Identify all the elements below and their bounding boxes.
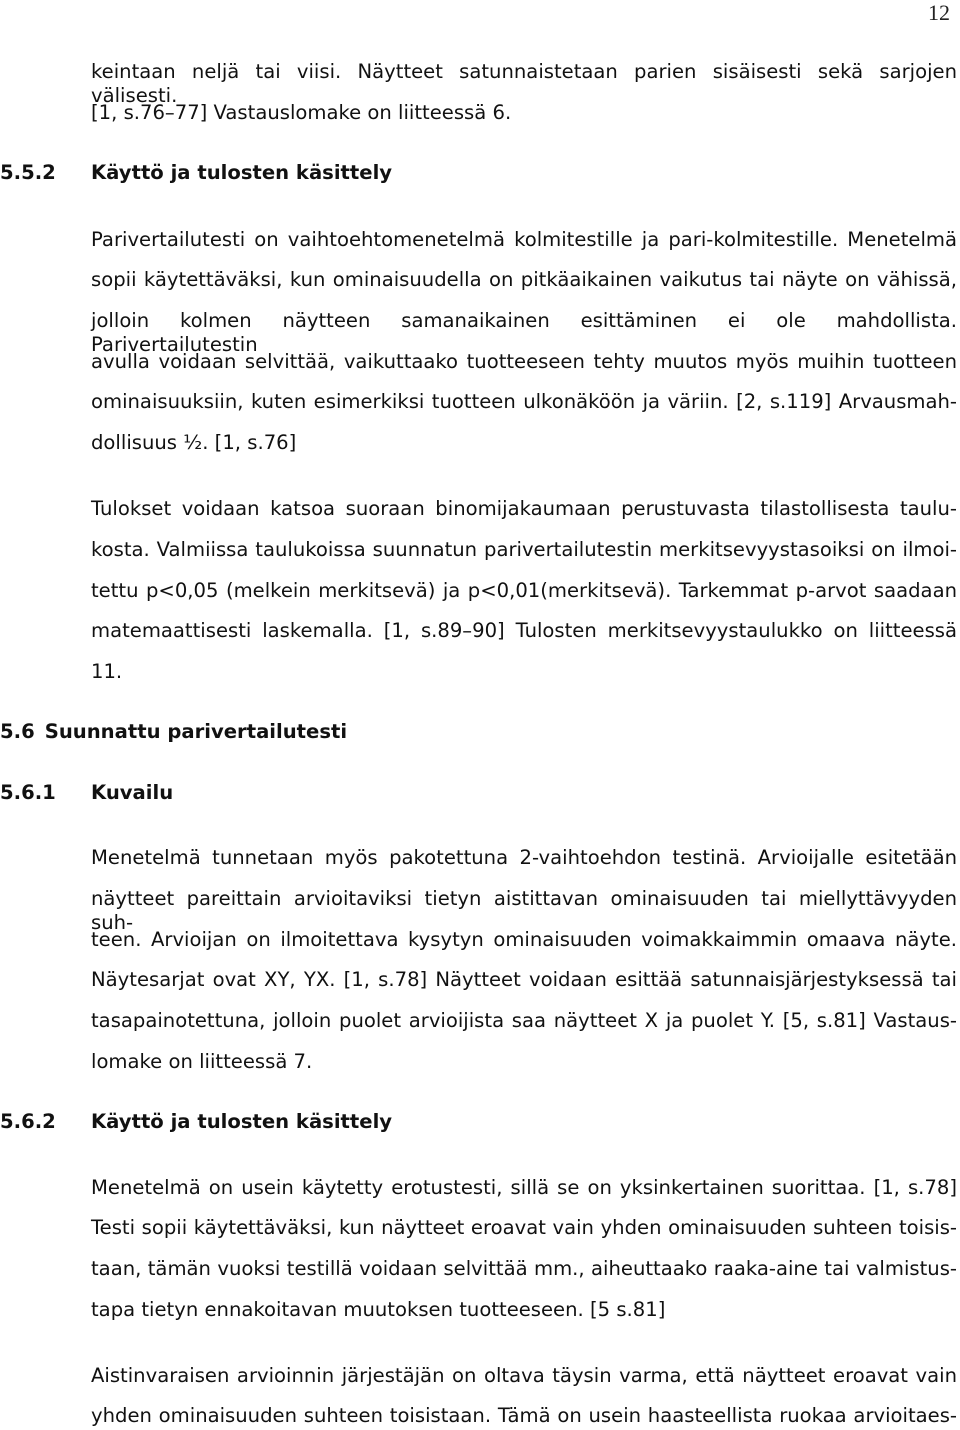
text-line: tettu p<0,05 (melkein merkitsevä) ja p<0,01(merkitsevä). Tarkemmat p-arvot saadaan: [91, 579, 957, 602]
section-heading: [0, 781, 173, 805]
section-title: Käyttö ja tulosten käsittely: [91, 161, 393, 184]
text-line: matemaattisesti laskemalla. [1, s.89–90] Tulosten merkitsevyystaulukko on liitteessä: [91, 619, 957, 642]
text-line: teen. Arvioijan on ilmoitettava kysytyn ominaisuuden voimakkaimmin omaava näyte.: [91, 928, 957, 951]
text-line: Menetelmä on usein käytetty erotustesti, sillä se on yksinkertainen suorittaa. [1, s.78]: [91, 1176, 957, 1199]
section-number: 5.6: [0, 720, 35, 743]
text-line: avulla voidaan selvittää, vaikuttaako tuotteeseen tehty muutos myös muihin tuotteen: [91, 350, 957, 373]
section-heading: [0, 1110, 392, 1134]
text-line: Menetelmä tunnetaan myös pakotettuna 2-vaihtoehdon testinä. Arvioijalle esitetään: [91, 846, 957, 869]
text-line: Aistinvaraisen arvioinnin järjestäjän on oltava täysin varma, että näytteet eroavat vain: [91, 1364, 957, 1387]
text-line: dollisuus ½. [1, s.76]: [91, 431, 297, 454]
text-line: sopii käytettäväksi, kun ominaisuudella on pitkäaikainen vaikutus tai näyte on vähissä,: [91, 268, 957, 291]
text-line: Parivertailutesti on vaihtoehtomenetelmä kolmitestille ja pari-kolmitestille. Menetelmä: [91, 228, 957, 251]
text-line: jolloin kolmen näytteen samanaikainen esittäminen ei ole mahdollista. Parivertailutestin: [91, 309, 957, 356]
section-number: 5.5.2: [0, 161, 56, 184]
text-line: tapa tietyn ennakoitavan muutoksen tuotteeseen. [5 s.81]: [91, 1298, 666, 1321]
text-line: Testi sopii käytettäväksi, kun näytteet eroavat vain yhden ominaisuuden suhteen toisis-: [91, 1216, 957, 1239]
text-line: 11.: [91, 660, 123, 683]
text-line: taan, tämän vuoksi testillä voidaan selvittää mm., aiheuttaako raaka-aine tai valmistus-: [91, 1257, 957, 1280]
text-line: Näytesarjat ovat XY, YX. [1, s.78] Näytteet voidaan esittää satunnaisjärjestyksessä tai: [91, 968, 957, 991]
section-title: Käyttö ja tulosten käsittely: [91, 1110, 393, 1133]
section-title: Suunnattu parivertailutesti: [44, 720, 348, 743]
text-line: lomake on liitteessä 7.: [91, 1050, 313, 1073]
text-line: ominaisuuksiin, kuten esimerkiksi tuotteen ulkonäköön ja väriin. [2, s.119] Arvausmah-: [91, 390, 957, 413]
text-line: kosta. Valmiissa taulukoissa suunnatun parivertailutestin merkitsevyystasoiksi on ilmoi-: [91, 538, 957, 561]
text-line: keintaan neljä tai viisi. Näytteet satunnaistetaan parien sisäisesti sekä sarjojen välisesti.: [91, 60, 957, 107]
text-line: näytteet pareittain arvioitaviksi tietyn aistittavan ominaisuuden tai miellyttävyyden suh-: [91, 887, 957, 934]
text-line: yhden ominaisuuden suhteen toisistaan. Tämä on usein haasteellista ruokaa arvioitaes-: [91, 1404, 957, 1427]
page-number: 12: [928, 0, 950, 25]
text-line: Tulokset voidaan katsoa suoraan binomijakaumaan perustuvasta tilastollisesta taulu-: [91, 497, 957, 520]
section-heading: [0, 161, 392, 185]
text-line: [1, s.76–77] Vastauslomake on liitteessä 6.: [91, 101, 512, 124]
section-number: 5.6.1: [0, 781, 56, 804]
section-number: 5.6.2: [0, 1110, 56, 1133]
section-heading: [0, 720, 347, 744]
section-title: Kuvailu: [91, 781, 174, 804]
text-line: tasapainotettuna, jolloin puolet arvioijista saa näytteet X ja puolet Y. [5, s.81] Vastaus-: [91, 1009, 957, 1032]
